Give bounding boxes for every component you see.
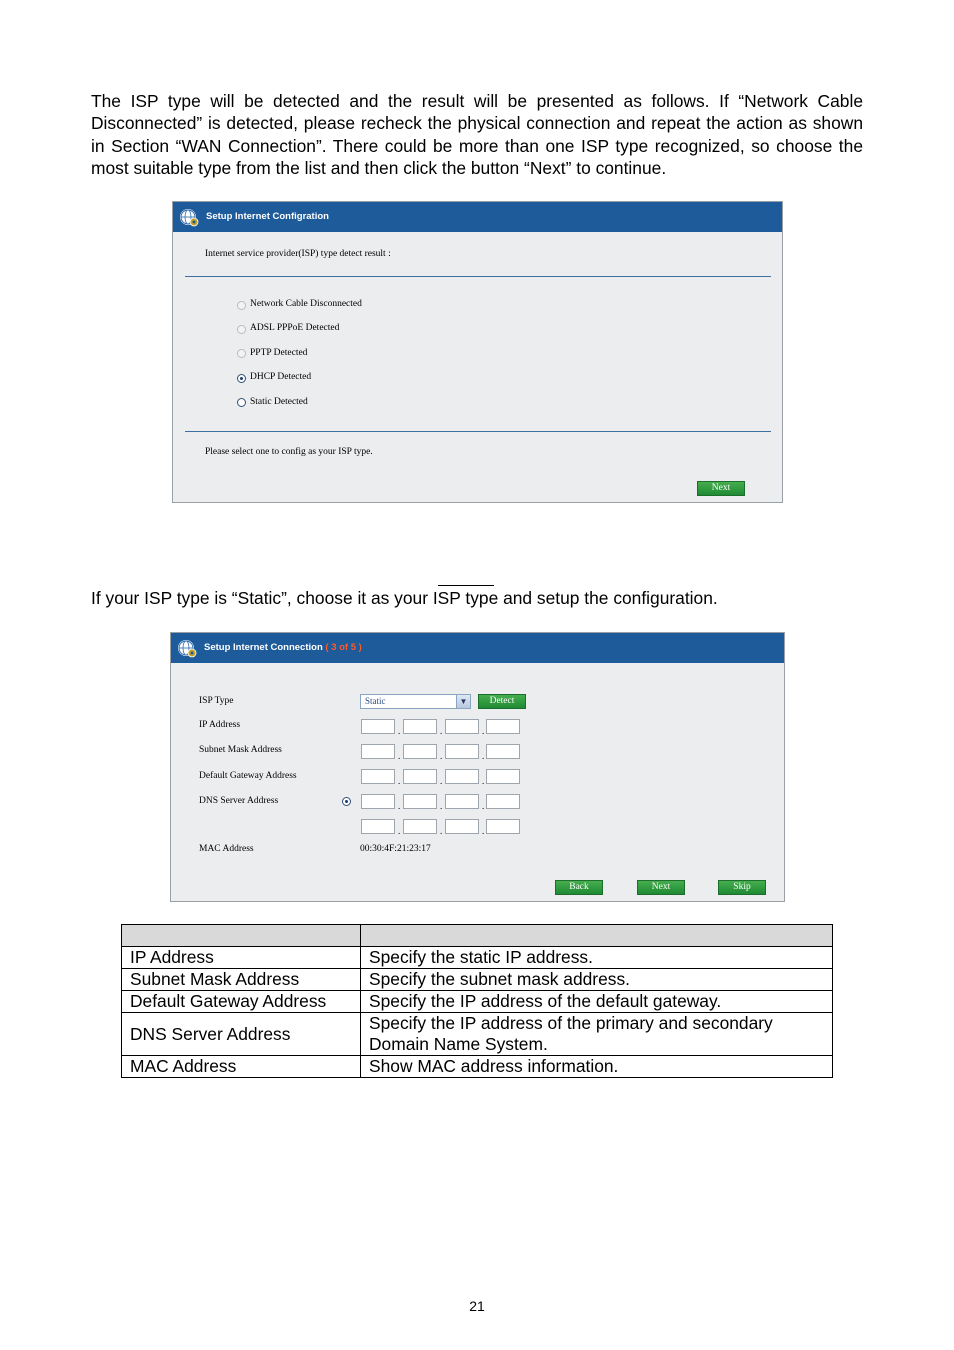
octet-separator: . (482, 826, 485, 836)
ip-address-octet-3[interactable] (445, 719, 479, 734)
table-header-cell (361, 925, 833, 947)
dns-primary-octet-3[interactable] (445, 794, 479, 809)
isp-detect-dialog (172, 201, 783, 503)
dialog-header (171, 633, 784, 663)
dns-server-label: DNS Server Address (199, 796, 279, 806)
dns-server-radio[interactable] (342, 797, 351, 806)
field-name-cell: Subnet Mask Address (122, 969, 361, 991)
octet-separator: . (482, 776, 485, 786)
octet-separator: . (482, 726, 485, 736)
subnet-mask-octet-1[interactable] (361, 744, 395, 759)
back-button[interactable]: Back (555, 880, 603, 895)
dns-secondary-octet-4[interactable] (486, 819, 520, 834)
subnet-mask-octet-2[interactable] (403, 744, 437, 759)
ip-address-octet-1[interactable] (361, 719, 395, 734)
select-hint: Please select one to config as your ISP type. (205, 447, 373, 457)
octet-separator: . (440, 776, 443, 786)
next-button[interactable]: Next (697, 481, 745, 496)
octet-separator: . (398, 726, 401, 736)
option-dhcp: DHCP Detected (250, 372, 312, 382)
option-adsl-pppoe: ADSL PPPoE Detected (250, 323, 340, 333)
radio-adsl-pppoe[interactable] (237, 325, 246, 334)
table-header-cell (122, 925, 361, 947)
field-name-cell: Default Gateway Address (122, 991, 361, 1013)
default-gateway-octet-4[interactable] (486, 769, 520, 784)
static-config-dialog (170, 632, 785, 902)
globe-gear-icon (176, 637, 198, 659)
option-pptp: PPTP Detected (250, 348, 308, 358)
detect-button[interactable]: Detect (478, 694, 526, 709)
octet-separator: . (482, 751, 485, 761)
ip-address-label: IP Address (199, 720, 241, 730)
detect-result-label: Internet service provider(ISP) type detect result : (205, 249, 391, 259)
radio-pptp[interactable] (237, 349, 246, 358)
octet-separator: . (440, 826, 443, 836)
dns-secondary-octet-2[interactable] (403, 819, 437, 834)
chevron-down-icon[interactable]: ▼ (456, 695, 470, 708)
octet-separator: . (440, 801, 443, 811)
page-number: 21 (469, 1298, 485, 1314)
mac-address-value: 00:30:4F:21:23:17 (360, 844, 431, 854)
dns-secondary-octet-1[interactable] (361, 819, 395, 834)
ip-address-octet-4[interactable] (486, 719, 520, 734)
isp-type-label: ISP Type (199, 696, 234, 706)
field-name-cell: DNS Server Address (122, 1013, 361, 1056)
field-description-cell: Specify the IP address of the default gateway. (361, 991, 833, 1013)
dialog-title: Setup Internet Configration (206, 211, 329, 222)
dns-primary-octet-4[interactable] (486, 794, 520, 809)
table-row (122, 991, 833, 1013)
field-name-cell: MAC Address (122, 1056, 361, 1078)
dns-primary-octet-2[interactable] (403, 794, 437, 809)
octet-separator: . (440, 726, 443, 736)
radio-static[interactable] (237, 398, 246, 407)
default-gateway-label: Default Gateway Address (199, 771, 297, 781)
dialog-title (204, 633, 362, 663)
field-description-cell: Show MAC address information. (361, 1056, 833, 1078)
next-button[interactable]: Next (637, 880, 685, 895)
divider (185, 276, 771, 277)
isp-type-select[interactable] (360, 694, 471, 709)
overline-mark (438, 585, 494, 586)
default-gateway-octet-3[interactable] (445, 769, 479, 784)
intro-paragraph: The ISP type will be detected and the result will be presented as follows. If “Network Cable Disconnected” is detected, please recheck the physical connection and repeat the action as shown in Section “WAN Connection”. There could be more than one ISP type recognized, so choose the most suitable type from the list and then click the button “Next” to continue. (91, 91, 863, 179)
octet-separator: . (398, 826, 401, 836)
static-paragraph: If your ISP type is “Static”, choose it as your ISP type and setup the configuration. (91, 588, 718, 608)
dns-primary-octet-1[interactable] (361, 794, 395, 809)
table-header-row (122, 925, 833, 947)
dialog-header (173, 202, 782, 232)
table-row (122, 1056, 833, 1078)
default-gateway-octet-1[interactable] (361, 769, 395, 784)
option-network-cable-disconnected: Network Cable Disconnected (250, 299, 362, 309)
octet-separator: . (440, 751, 443, 761)
mac-address-label: MAC Address (199, 844, 254, 854)
table-row (122, 947, 833, 969)
step-indicator: ( 3 of 5 ) (325, 642, 362, 653)
subnet-mask-octet-3[interactable] (445, 744, 479, 759)
ip-address-octet-2[interactable] (403, 719, 437, 734)
radio-network-cable-disconnected[interactable] (237, 301, 246, 310)
default-gateway-octet-2[interactable] (403, 769, 437, 784)
option-static: Static Detected (250, 397, 308, 407)
dialog-title-text: Setup Internet Connection (204, 642, 323, 653)
octet-separator: . (398, 751, 401, 761)
skip-button[interactable]: Skip (718, 880, 766, 895)
globe-gear-icon (178, 206, 200, 228)
isp-type-value: Static (365, 696, 386, 706)
octet-separator: . (482, 801, 485, 811)
radio-dhcp[interactable] (237, 374, 246, 383)
dns-secondary-octet-3[interactable] (445, 819, 479, 834)
table-row (122, 969, 833, 991)
field-description-cell: Specify the subnet mask address. (361, 969, 833, 991)
subnet-mask-label: Subnet Mask Address (199, 745, 282, 755)
field-description-cell: Specify the static IP address. (361, 947, 833, 969)
field-name-cell: IP Address (122, 947, 361, 969)
field-description-table (121, 924, 833, 1078)
table-row (122, 1013, 833, 1056)
field-description-cell: Specify the IP address of the primary and secondary Domain Name System. (361, 1013, 833, 1056)
subnet-mask-octet-4[interactable] (486, 744, 520, 759)
divider (185, 431, 771, 432)
octet-separator: . (398, 801, 401, 811)
octet-separator: . (398, 776, 401, 786)
